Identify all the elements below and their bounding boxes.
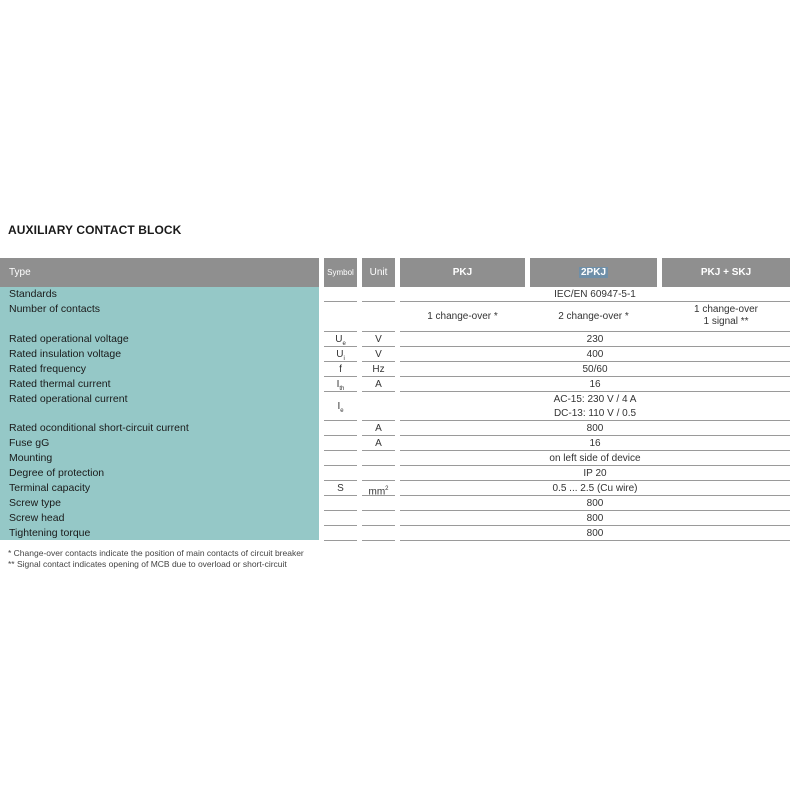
footnotes [8, 548, 304, 570]
row-label-torque: Tightening torque [9, 527, 91, 539]
cell-ins-voltage-value: 400 [586, 349, 604, 360]
row-separator [362, 450, 395, 451]
cell-screw-type-value: 800 [586, 498, 604, 509]
cell-frequency-symbol: f [339, 364, 342, 375]
cell-op-voltage-unit: V [375, 334, 382, 345]
table-title: AUXILIARY CONTACT BLOCK [8, 223, 182, 237]
cell-short-circuit-unit: A [375, 423, 382, 434]
cell-frequency-value: 50/60 [582, 364, 608, 375]
cell-op-current-dc: DC-13: 110 V / 0.5 [553, 408, 637, 419]
sym-i-e: I [337, 401, 341, 412]
unit-mm: mm [368, 486, 386, 498]
cell-ins-voltage-symbol [324, 349, 357, 365]
row-separator [400, 480, 790, 481]
row-separator [324, 525, 357, 526]
cell-op-current-ac: AC-15: 230 V / 4 A [553, 394, 637, 405]
row-label-fuse: Fuse gG [9, 437, 50, 449]
row-separator [400, 420, 790, 421]
row-separator [400, 346, 790, 347]
row-separator [324, 465, 357, 466]
row-separator [362, 391, 395, 392]
row-separator [362, 376, 395, 377]
row-label-terminal: Terminal capacity [9, 482, 91, 494]
row-separator [324, 301, 357, 302]
cell-mounting-value: on left side of device [549, 453, 641, 464]
row-label-screw-type: Screw type [9, 497, 61, 509]
header-pkj: PKJ [400, 258, 525, 287]
cell-contacts-2pkj: 2 change-over * [558, 311, 629, 322]
row-separator [400, 376, 790, 377]
cell-fuse-unit: A [375, 438, 382, 449]
cell-terminal-symbol: S [337, 483, 344, 494]
cell-screw-head-value: 800 [586, 513, 604, 524]
sym-u-i: U [336, 349, 344, 360]
row-label-contacts: Number of contacts [9, 303, 101, 315]
sym-u-e-sub: e [342, 341, 346, 347]
row-separator [362, 435, 395, 436]
header-symbol: Symbol [324, 258, 357, 287]
header-type: Type [0, 258, 319, 287]
row-label-frequency: Rated frequency [9, 363, 87, 375]
row-separator [324, 480, 357, 481]
row-separator [362, 525, 395, 526]
row-separator [324, 435, 357, 436]
row-separator [362, 480, 395, 481]
row-label-op-current: Rated operational current [9, 393, 128, 405]
cell-thermal-unit: A [375, 379, 382, 390]
sym-u-i-sub: i [343, 356, 345, 362]
row-separator [400, 495, 790, 496]
cell-fuse-value: 16 [589, 438, 601, 449]
sym-i-th: I [336, 379, 340, 390]
cell-standards: IEC/EN 60947-5-1 [554, 289, 636, 300]
row-separator [400, 361, 790, 362]
row-separator [324, 510, 357, 511]
row-separator [324, 376, 357, 377]
cell-terminal-value: 0.5 ... 2.5 (Cu wire) [552, 483, 638, 494]
row-separator [400, 331, 790, 332]
row-label-thermal: Rated thermal current [9, 378, 111, 390]
cell-contacts-pkj-skj-1: 1 change-over [694, 304, 758, 315]
row-separator [362, 301, 395, 302]
row-separator [362, 361, 395, 362]
cell-ins-voltage-unit: V [375, 349, 382, 360]
sym-i-th-sub: th [339, 386, 345, 392]
cell-frequency-unit: Hz [372, 364, 385, 375]
row-separator [362, 540, 395, 541]
footnote-1: * Change-over contacts indicate the position of main contacts of circuit breaker [8, 548, 304, 558]
sym-u-e: U [335, 334, 343, 345]
row-separator [400, 465, 790, 466]
cell-short-circuit-value: 800 [586, 423, 604, 434]
cell-protection-value: IP 20 [583, 468, 607, 479]
row-label-screw-head: Screw head [9, 512, 65, 524]
header-unit: Unit [362, 258, 395, 287]
row-separator [400, 525, 790, 526]
row-label-op-voltage: Rated operational voltage [9, 333, 129, 345]
row-separator [362, 510, 395, 511]
row-separator [400, 540, 790, 541]
cell-contacts-pkj: 1 change-over * [427, 311, 498, 322]
cell-thermal-value: 16 [589, 379, 601, 390]
row-separator [362, 420, 395, 421]
row-label-standards: Standards [9, 288, 57, 300]
cell-contacts-pkj-skj-2: 1 signal ** [703, 316, 749, 327]
row-separator [400, 301, 790, 302]
row-separator [324, 331, 357, 332]
row-separator [324, 495, 357, 496]
cell-torque-value: 800 [586, 528, 604, 539]
cell-op-voltage-value: 230 [586, 334, 604, 345]
cell-op-voltage-symbol [324, 334, 357, 350]
row-separator [362, 465, 395, 466]
row-separator [362, 331, 395, 332]
row-separator [400, 510, 790, 511]
row-separator [400, 450, 790, 451]
row-separator [324, 540, 357, 541]
cell-thermal-symbol [324, 379, 357, 395]
row-separator [400, 435, 790, 436]
row-separator [324, 420, 357, 421]
unit-mm-sup: 2 [385, 486, 389, 492]
cell-terminal-unit [362, 483, 395, 498]
header-pkj-skj: PKJ + SKJ [662, 258, 790, 287]
row-separator [362, 346, 395, 347]
cell-op-current-symbol [324, 401, 357, 417]
row-separator [324, 450, 357, 451]
footnote-2: ** Signal contact indicates opening of MCB due to overload or short-circuit [8, 559, 287, 569]
row-label-short-circuit: Rated oconditional short-circuit current [9, 422, 189, 434]
header-2pkj-label: 2PKJ [580, 267, 606, 278]
row-separator [400, 391, 790, 392]
sym-i-e-sub: e [340, 408, 344, 414]
header-2pkj [530, 258, 657, 287]
row-label-protection: Degree of protection [9, 467, 105, 479]
row-label-ins-voltage: Rated insulation voltage [9, 348, 122, 360]
row-label-mounting: Mounting [9, 452, 53, 464]
